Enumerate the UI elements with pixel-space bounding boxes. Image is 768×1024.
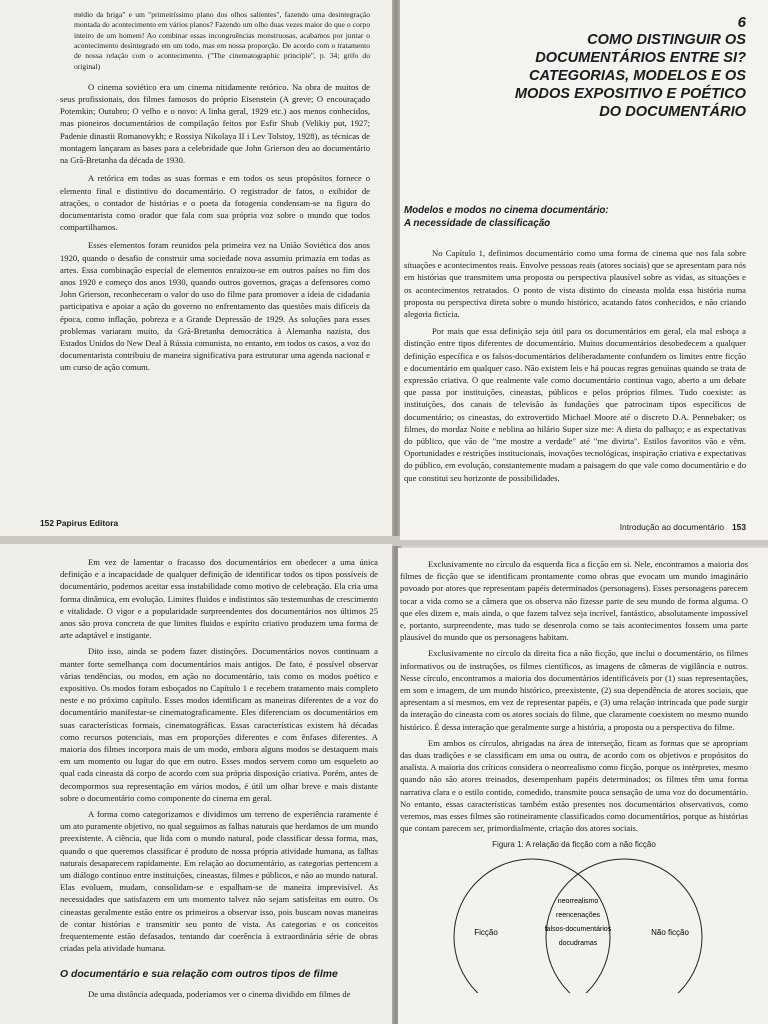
page-lower-right [398,548,768,1024]
overlap-item: falsos-documentários [544,926,612,934]
paragraph: De uma distância adequada, poderíamos ver o cinema dividido em filmes de [88,988,351,999]
paragraph: A forma como categorizamos e dividimos um terreno de experiência raramente é um ato puramente objetivo, no qual seguimos as falhas naturais que herdamos de um mundo preexistente. A ciência, que lida com o mundo natural, pode classificar dessa forma, mas, quando o que queremos classificar é produto de nossa própria atividade humana, as falhas naturais desaparecem rapidamente. Em relação ao documentário, as categorias pertencem a um diálogo contínuo entre instituições, cineastas, filmes e públicos, e não ao mundo natural. Elas evoluem, mudam, consolidam-se e espalham-se de maneira imprevisível. As necessidades que satisfazem em um momento talvez não sejam satisfeitas em outro. Os cineastas geralmente estão entre os primeiros a observar isso, pois buscam novas maneiras de contar histórias e transmitir seu ponto de vista. As categorias e os conceitos frequentemente estão defasados, tentando dar coerência à extraordinária série de obras criadas pela atividade humana. [60,809,378,954]
paragraph: Por mais que essa definição seja útil para os documentários em geral, ela mal esboça a distinção entre tipos diferentes de documentário. Muitos documentários desobedecem a qualquer definição específica e os falsos-documentários deliberadamente confundem os limites entre ficção e documentário em qualquer caso. Não existem leis e há poucas regras genuínas quando se trata de expressão criativa. O que realmente vale como documentário continua vago, aberto a um debate que passa por instituições, cineastas, públicos e pelos próprios filmes. Tudo coexiste: as instituições, dos canais de televisão às fundações que patrocinam tipos específicos de documentário; os cineastas, do extrovertido Michael Moore até o discreto D.A. Pennebaker; os filmes, do mordaz Noite e neblina ao hilário Super size me: A dieta do palhaço; e as expectativas do público, que vão de "me mostre a verdade" até "me divirta". Estilos favoritos vão e vêm. Oportunidades e restrições institucionais, inovações tecnológicas, inspiração criativa e expectativas do público, em evolução, constantemente mudam a paisagem do que vale como documentário e do que constitui seu horizonte de possibilidades. [404,326,746,483]
page-lower-left [0,544,392,1024]
paragraph: A retórica em todas as suas formas e em todos os seus propósitos fornece o elemento final e distintivo do documentário. O registrador de fatos, o exibidor de atrações, o contador de histórias e o poeta da fotogenia condensam-se na figura do documentarista como orador que fala com sua própria voz sobre o mundo que todos compartilhamos. [60,173,370,233]
section-heading: O documentário e sua relação com outros tipos de filme [60,968,338,980]
chapter-title-line: DOCUMENTÁRIOS ENTRE SI? [535,50,746,67]
paragraph: O cinema soviético era um cinema nitidamente retórico. Na obra de muitos de seus profissionais, dos filmes famosos do próprio Eisenstein (A greve; O encouraçado Potemkin; Outubro; O velho e o novo: A linha geral, 1929 etc.) aos menos conhecidos, mas pioneiros documentários de compilação feitos por Esfir Shub (Velikiy put, 1927; Padenie dinastii Romanovykh; e Rossiya Nikolaya II i Lev Tolstoy, 1928), as técnicas de montagem lançaram as bases para a celebridade que John Grierson deu ao documentário na Grã-Bretanha da década de 1930. [60,81,370,166]
overlap-item: docudramas [558,940,598,948]
chapter-number: 6 [737,14,746,31]
page-footer [620,522,746,532]
fiction-label: Ficção [474,928,498,938]
paragraph: Exclusivamente no círculo da direita fica a não ficção, que inclui o documentário, os filmes informativos ou de instruções, os filmes científicos, as imagens de câmeras de vigilância e outros. Nesse círculo, encontramos a maioria dos documentários identificáveis por (1) suas representações, em som e imagem, de um mundo histórico, preexistente, (2) sua dependência de atores sociais, que apresentam a si mesmos, em vez de representar papéis, e (3) uma relação intrincada que pode surgir da interação do cineasta com os atores sociais do filme, que claramente coexistem no mesmo mundo histórico. É dessa interação que geralmente surge a história, a proposta ou a perspectiva do filme. [400,648,748,732]
page-152 [0,0,392,536]
footer-page-number: 153 [732,522,746,532]
overlap-item: neorrealismo [557,898,599,906]
page-153 [400,0,768,540]
paragraph: Esses elementos foram reunidos pela primeira vez na União Soviética dos anos 1920, quando o desafio de construir uma sociedade nova assumiu primazia em todas as artes. Essa combinação especial de elementos enraizou-se em outros países no fim dos anos 1920 e começo dos anos 1930, quando outros governos, graças a defensores como John Grierson, reconheceram o valor do uso do filme para promover a ideia de cidadania participativa e apoiar a ação do governo no enfrentamento das questões mais difíceis da época, como inflação, pobreza e a Grande Depressão de 1929. As soluções para esses problemas variaram muito, da Grã-Bretanha democrática à Alemanha nazista, dos Estados Unidos do New Deal à Rússia comunista, no entanto, em todos os casos, a voz do documentarista contribuiu de maneira significativa para estruturar uma agenda nacional e um curso de ação comum. [60,240,370,373]
chapter-title [404,31,746,121]
chapter-title-line: CATEGORIAS, MODELOS E OS [528,68,746,85]
paragraph: Em ambos os círculos, abrigadas na área de interseção, ficam as formas que se apropriam das duas tradições e se classificam em uma ou outra, de acordo com os objetivos e propósitos do analista. A maioria dos críticos considera o neorrealismo como ficção, porque os intérpretes, mesmo quando não são atores treinados, desempenham papéis determinados; os filmes têm uma forma narrativa clara e o estilo contido, comedido, transmite pouca sensação de uma voz do documentário. No entanto, essas características também estão presentes nos documentários observativos, como veremos, mas esses filmes são rotineiramente classificados como documentários, porque as histórias que contam parecem ser, primordialmente, criação dos atores sociais. [400,737,748,834]
section-heading [404,205,746,230]
paragraph: Exclusivamente no círculo da esquerda fica a ficção em si. Nele, encontramos a maioria dos filmes de ficção que se identificam prontamente como obras que evocam um mundo imaginário povoado por atores que representam papéis determinados (personagens). Esses personagens parecem tocar a vida como se a câmera que os observa não fizesse parte de seu mundo de forma alguma. O que eles dizem e, mais ainda, o que fazem talvez seja incrível, fantástico, absolutamente impossível e, portanto, surpreendente, mas tudo se desenrola como se tais acontecimentos fossem uma parte plausível do mundo que os personagens habitam. [400,559,748,643]
chapter-title-line: DO DOCUMENTÁRIO [599,104,746,121]
paragraph: Em vez de lamentar o fracasso dos documentários em obedecer a uma única definição e a incapacidade de qualquer definição de identificar todos os tipos possíveis de documentário, podemos aceitar essa instabilidade como motivo de celebração. Ela cria uma forma dinâmica, em evolução. Limites fluidos e indistintos são testemunhas de crescimento e vitalidade. O vigor e a popularidade surpreendentes dos documentários nos últimos 25 anos são prova concreta de que limites fluidos e espírito criativo produzem uma forma de arte adaptável e instigante. [60,557,378,641]
overlap-item: reencenações [556,912,600,920]
block-quote [60,10,370,72]
chapter-title-line: MODOS EXPOSITIVO E POÉTICO [514,86,746,103]
figure-caption: Figura 1: A relação da ficção com a não ficção [492,840,656,850]
footer-book-title: Introdução ao documentário [619,522,725,532]
chapter-title-line: COMO DISTINGUIR OS [587,32,746,48]
section-heading-line: A necessidade de classificação [404,218,551,230]
venn-diagram [400,853,748,993]
paragraph: Dito isso, ainda se podem fazer distinções. Documentários novos continuam a manter forte semelhança com documentários mais antigos. De fato, é possível observar várias tendências, ou modos, em ação no documentário, tais como os modos poético e expositivo. Os modos foram esboçados no Capítulo 1 e recebem tratamento mais completo neste e no próximo capítulo. Esses modos identificam as maneiras diferentes de a voz do documentário manifestar-se cinematograficamente. Eles diferenciam os documentários em suas características formais, cinematográficas. Essas características existem há décadas como recursos potenciais, mas em proporções diferentes e com ênfases diferentes. A maioria dos filmes incorpora mais de um modo, embora alguns modos se destaquem mais em um momento ou lugar do que em outro. Esses modos servem como um esqueleto ao qual cada cineasta dá corpo de acordo com sua própria disposição criativa. Porém, antes de decompormos sua representação em vários modos, é útil um olhar breve e mais distante sobre o documentário como componente do cinema em geral. [60,646,378,803]
paragraph: No Capítulo 1, definimos documentário como uma forma de cinema que nos fala sobre situações e acontecimentos reais. Envolve pessoas reais (atores sociais) que se apresentam para nós em histórias que transmitem uma proposta ou perspectiva plausível sobre as vidas, as situações e os acontecimentos retratados. O ponto de vista distinto do cineasta molda essa história numa proposta ou perspectiva direta sobre o mundo histórico, acatando fatos conhecidos, e não criando alegoria fictícia. [404,247,746,319]
page-footer: 152 Papirus Editora [40,518,119,528]
quote-text: médio da briga" e um "primeiríssimo plano dos olhos salientes", fazendo uma desintegração montada do acontecimento em vários planos? Fazendo um olho duas vezes maior do que o corpo inteiro de um homem! Ao combinar essas incongruências monstruosas, acabamos por juntar o acontecimento desintegrado em um todo, mas em nossa proporção. De acordo com o tratamento de nossa relação com o acontecimento. ("The cinematographic principle", p. 34; grifo do original) [74,10,370,71]
nonfiction-label: Não ficção [651,928,689,938]
section-heading-line: Modelos e modos no cinema documentário: [404,205,609,217]
